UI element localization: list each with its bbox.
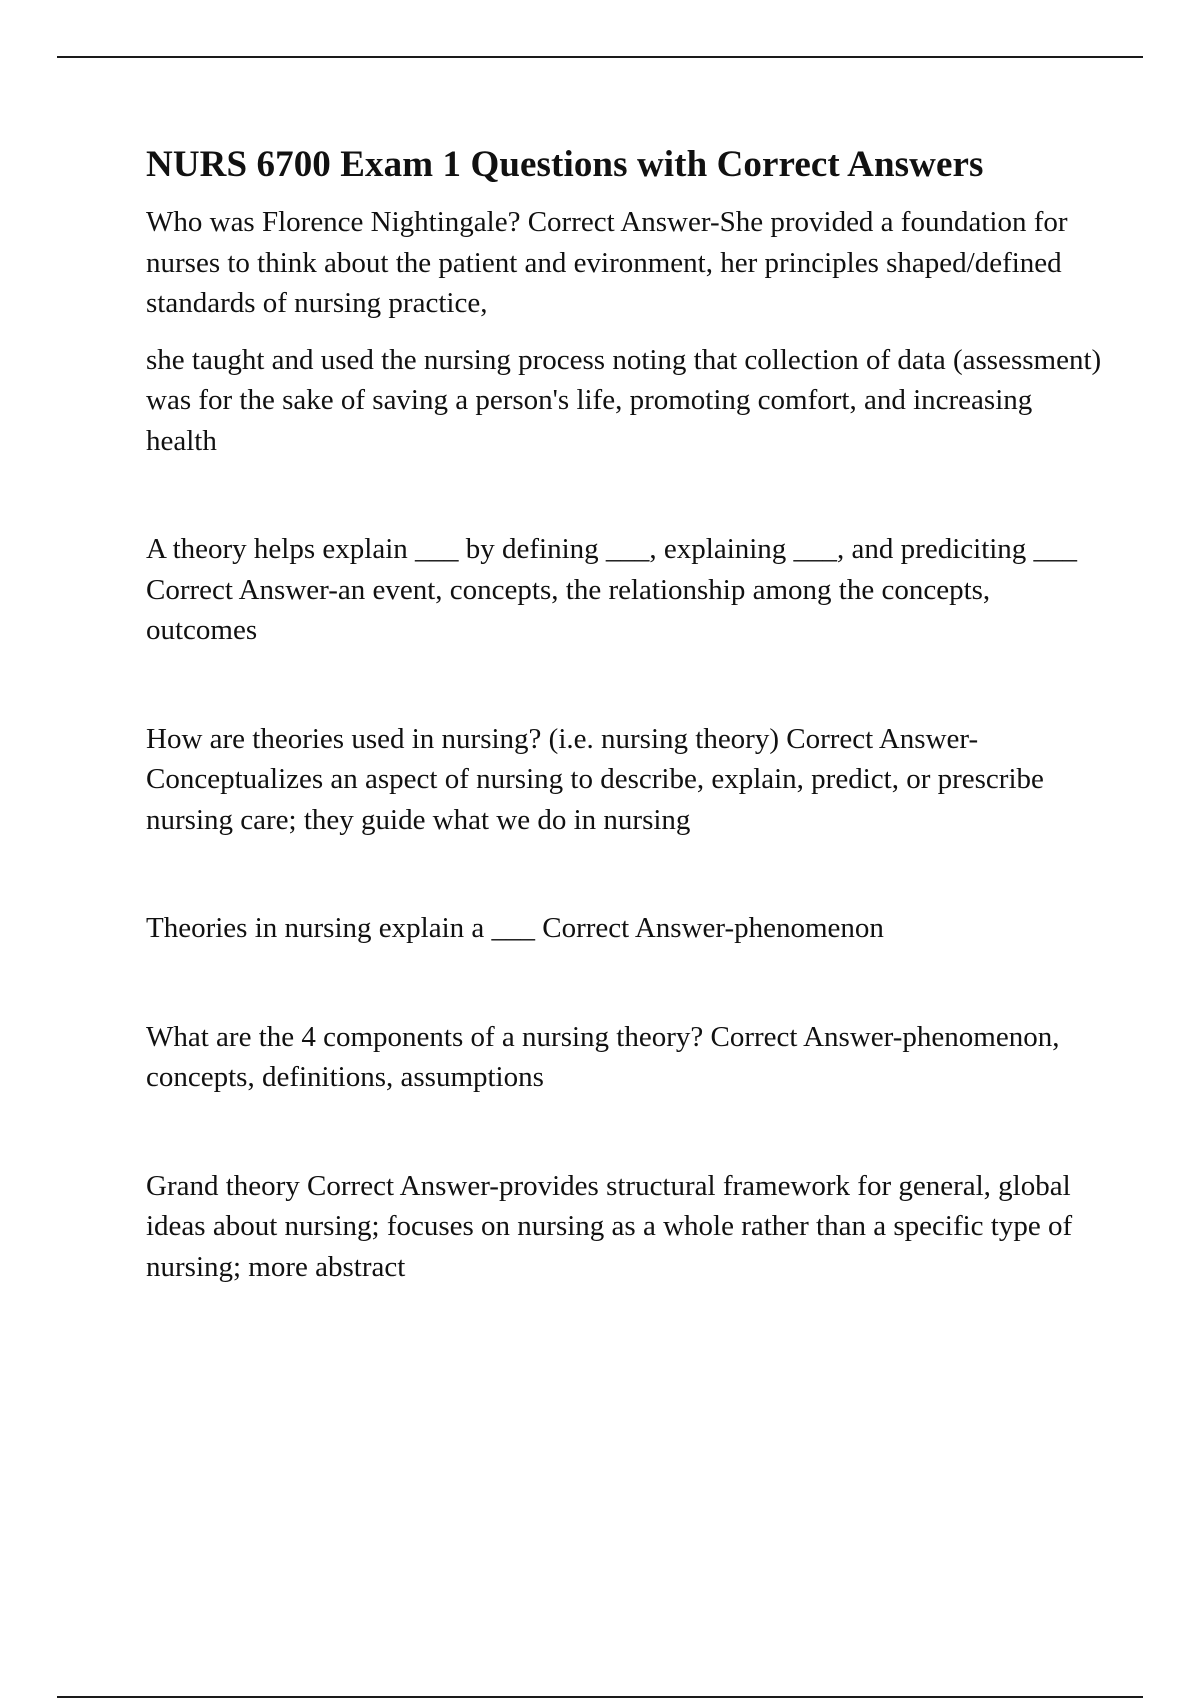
qa-theories-phenomenon: Theories in nursing explain a ___ Correct Answer-phenomenon	[146, 912, 884, 944]
spacer	[146, 651, 1106, 719]
top-rule	[57, 56, 1143, 58]
qa-theories-used: How are theories used in nursing? (i.e. nursing theory) Correct Answer-Conceptualizes an aspect of nursing to describe, explain, predict, or prescribe nursing care; they guide what we do in nursing	[146, 722, 1044, 836]
qa-grand-theory: Grand theory Correct Answer-provides structural framework for general, global ideas about nursing; focuses on nursing as a whole rather than a specific type of nursing; more abstract	[146, 1169, 1073, 1283]
spacer	[146, 461, 1106, 529]
bottom-rule	[57, 1696, 1143, 1698]
document-title: NURS 6700 Exam 1 Questions with Correct Answers	[146, 144, 984, 185]
qa-four-components: What are the 4 components of a nursing theory? Correct Answer-phenomenon, concepts, definitions, assumptions	[146, 1020, 1060, 1093]
document-body	[146, 142, 1106, 1287]
spacer	[146, 949, 1106, 1017]
spacer	[146, 840, 1106, 908]
spacer	[146, 324, 1106, 340]
qa-nightingale-continuation: she taught and used the nursing process noting that collection of data (assessment) was for the sake of saving a person's life, promoting comfort, and increasing health	[146, 343, 1102, 457]
qa-nightingale-question: Who was Florence Nightingale? Correct Answer-She provided a foundation for nurses to think about the patient and evironment, her principles shaped/defined standards of nursing practice,	[146, 206, 1068, 319]
qa-theory-explain: A theory helps explain ___ by defining ___, explaining ___, and prediciting ___ Correct Answer-an event, concepts, the relationship among the concepts, outcomes	[146, 533, 1078, 646]
spacer	[146, 1098, 1106, 1166]
